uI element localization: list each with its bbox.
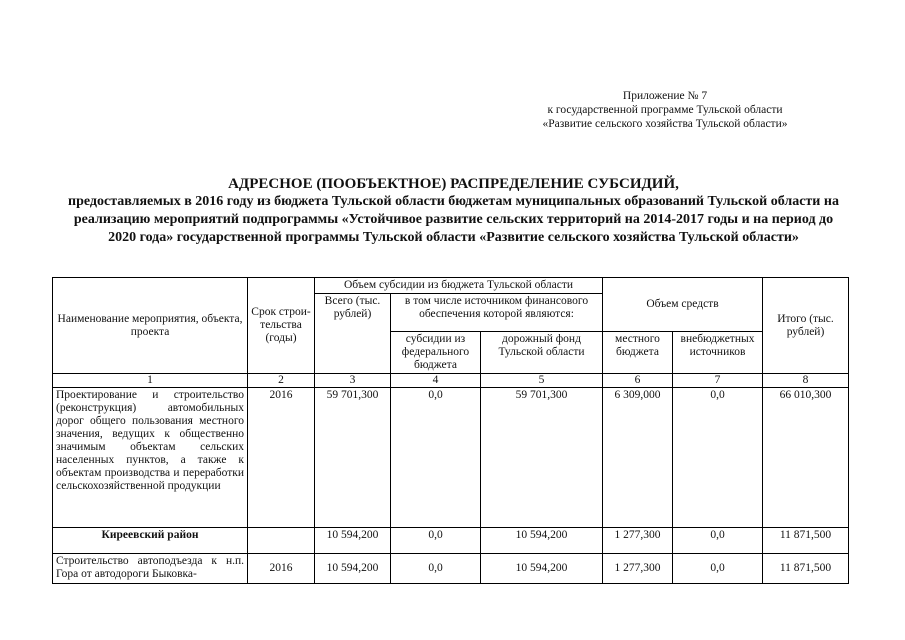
col-number: 4	[391, 374, 481, 388]
document-subtitle: предоставляемых в 2016 году из бюджета Тульской области бюджетам муниципальных образований Тульской области на реализацию мероприятий подпрограммы «Устойчивое развитие сельских территорий на 2014-2017 годы и на период до 2020 года» государственной программы Тульской области «Развитие сельского хозяйства Тульской области»	[68, 194, 839, 245]
appendix-program: к государственной программе Тульской области	[547, 104, 783, 116]
col-number: 8	[763, 374, 849, 388]
row-road-fund: 59 701,300	[481, 388, 603, 528]
col-number: 7	[673, 374, 763, 388]
header-total: Всего (тыс. рублей)	[315, 294, 391, 374]
row-term	[248, 528, 315, 554]
table-row	[53, 528, 849, 554]
row-road-fund: 10 594,200	[481, 528, 603, 554]
document-title: АДРЕСНОЕ (ПООБЪЕКТНОЕ) РАСПРЕДЕЛЕНИЕ СУБСИДИЙ,	[228, 176, 679, 192]
header-local: местного бюджета	[603, 332, 673, 374]
row-federal: 0,0	[391, 554, 481, 584]
col-number: 2	[248, 374, 315, 388]
col-number: 5	[481, 374, 603, 388]
row-total: 10 594,200	[315, 554, 391, 584]
subsidy-table	[52, 277, 849, 584]
header-subsidy-group: Объем субсидии из бюджета Тульской области	[315, 278, 603, 294]
row-local: 1 277,300	[603, 528, 673, 554]
row-term: 2016	[248, 554, 315, 584]
table-row	[53, 554, 849, 584]
appendix-number: Приложение № 7	[622, 90, 708, 102]
col-number: 3	[315, 374, 391, 388]
row-road-fund: 10 594,200	[481, 554, 603, 584]
header-extra: внебюджетных источников	[673, 332, 763, 374]
row-name: Киреевский район	[53, 528, 248, 554]
appendix-program-name: «Развитие сельского хозяйства Тульской области»	[542, 118, 788, 130]
header-grand-total: Итого (тыс. рублей)	[763, 278, 849, 374]
header-funds-group: Объем средств	[603, 278, 763, 332]
row-grand-total: 11 871,500	[763, 528, 849, 554]
row-name: Проектирование и строительство (реконструкция) автомобильных дорог общего пользования местного значения, ведущих к общественно значимым объектам сельских населенных пунктов, а также к объектам производства и переработки сельскохозяйственной продукции	[53, 388, 248, 528]
row-federal: 0,0	[391, 388, 481, 528]
col-number: 1	[53, 374, 248, 388]
row-total: 59 701,300	[315, 388, 391, 528]
row-local: 1 277,300	[603, 554, 673, 584]
col-number: 6	[603, 374, 673, 388]
appendix-block	[500, 89, 830, 131]
table-row	[53, 388, 849, 528]
header-name: Наименование мероприятия, объекта, проекта	[53, 278, 248, 374]
row-federal: 0,0	[391, 528, 481, 554]
row-local: 6 309,000	[603, 388, 673, 528]
row-term: 2016	[248, 388, 315, 528]
row-extra: 0,0	[673, 554, 763, 584]
row-grand-total: 66 010,300	[763, 388, 849, 528]
row-name: Строительство автоподъезда к н.п. Гора от автодороги Быковка-	[53, 554, 248, 584]
row-extra: 0,0	[673, 388, 763, 528]
header-road-fund: дорожный фонд Тульской области	[481, 332, 603, 374]
header-term: Срок строи-тельства (годы)	[248, 278, 315, 374]
row-extra: 0,0	[673, 528, 763, 554]
row-total: 10 594,200	[315, 528, 391, 554]
header-federal: субсидии из федерального бюджета	[391, 332, 481, 374]
header-including: в том числе источником финансового обеспечения которой являются:	[391, 294, 603, 332]
row-grand-total: 11 871,500	[763, 554, 849, 584]
